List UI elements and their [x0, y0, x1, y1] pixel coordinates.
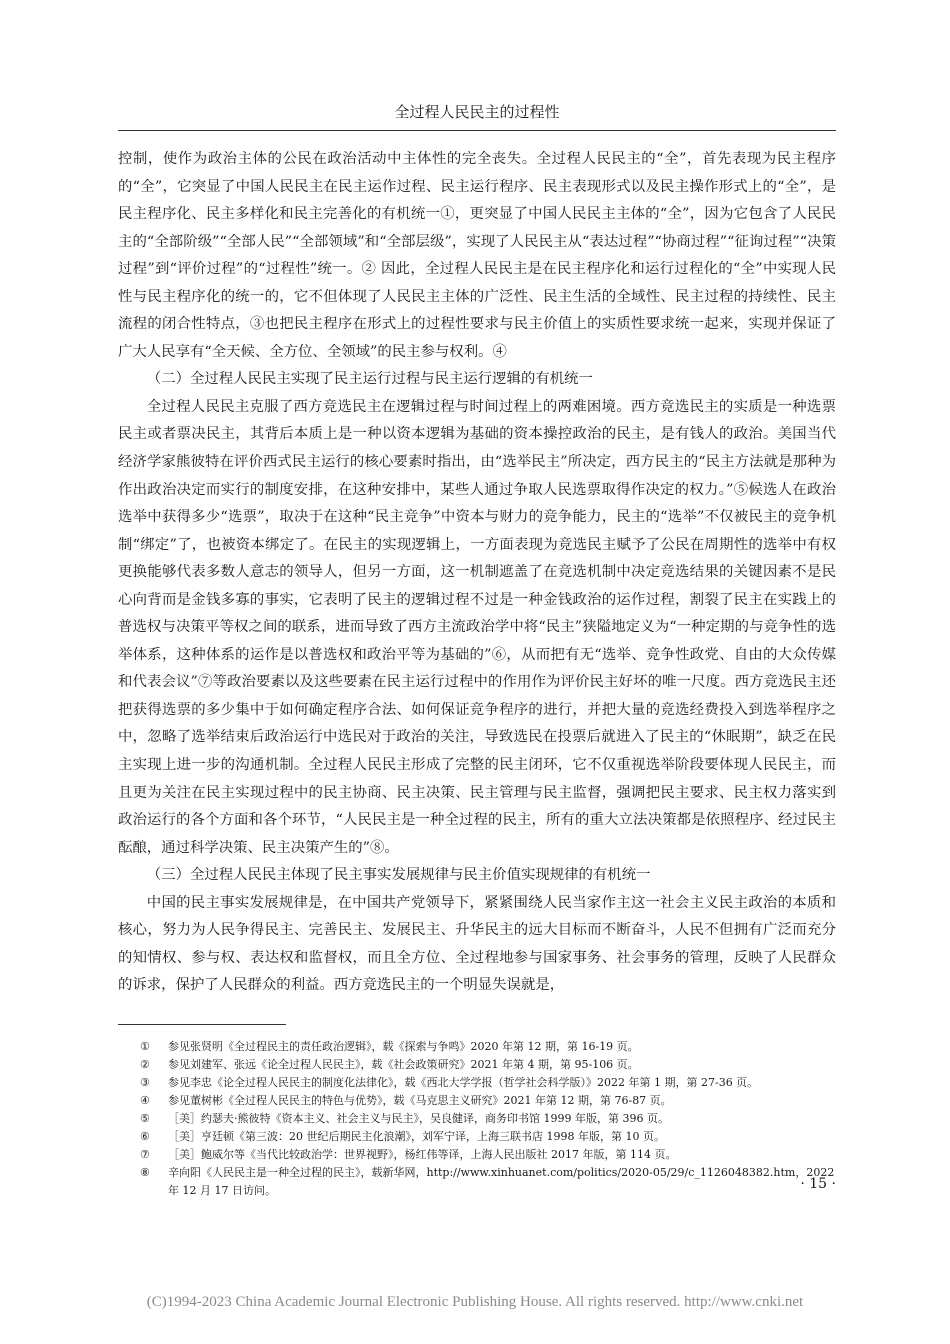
footnote-text: 参见张贤明《全过程民主的责任政治逻辑》，载《探索与争鸣》2020 年第 12 期，第 16-19 页。 [168, 1040, 639, 1053]
section-heading-3: （三）全过程人民民主体现了民主事实发展规律与民主价值实现规律的有机统一 [146, 867, 651, 884]
footnote-text: 参见李忠《论全过程人民民主的制度化法律化》，载《西北大学学报（哲学社会科学版）》2022 年第 1 期，第 27-36 页。 [168, 1076, 759, 1089]
footnote-6 [140, 1128, 840, 1146]
footnote-number: ③ [140, 1076, 150, 1089]
footnote-number: ④ [140, 1094, 150, 1107]
footnote-text: ［美］鲍威尔等《当代比较政治学：世界视野》，杨红伟等译，上海人民出版社 2017 年版，第 114 页。 [168, 1148, 677, 1161]
footnote-8 [140, 1164, 840, 1200]
footnote-number: ⑤ [140, 1112, 150, 1125]
footnote-text: ［美］约瑟夫·熊彼特《资本主义、社会主义与民主》，吴良健译，商务印书馆 1999 年版，第 396 页。 [168, 1112, 669, 1125]
footnote-rule [118, 1024, 286, 1025]
paragraph-3: 中国的民主事实发展规律是，在中国共产党领导下，紧紧围绕人民当家作主这一社会主义民主政治的本质和核心，努力为人民争得民主、完善民主、发展民主、升华民主的远大目标而不断奋斗，人民不但拥有广泛而充分的知情权、参与权、表达权和监督权，而且全方位、全过程地参与国家事务、社会事务的管理，反映了人民群众的诉求，保护了人民群众的利益。西方竞选民主的一个明显失误就是， [118, 894, 836, 994]
footnote-number: ⑥ [140, 1130, 150, 1143]
copyright-notice: (C)1994-2023 China Academic Journal Electronic Publishing House. All rights reserved. http://www.cnki.net [146, 1294, 804, 1310]
running-header: 全过程人民民主的过程性 [394, 103, 560, 121]
paragraph-1: 控制，使作为政治主体的公民在政治活动中主体性的完全丧失。全过程人民民主的“全”，首先表现为民主程序的“全”，它突显了中国人民民主在民主运作过程、民主运行程序、民主表现形式以及民主操作形式上的“全”，是民主程序化、民主多样化和民主完善化的有机统一①，更突显了中国人民民主主体的“全”，因为它包含了人民民主的“全部阶级”“全部人民”“全部领域”和“全部层级”，实现了人民民主从“表达过程”“协商过程”“征询过程”“决策过程”到“评价过程”的“过程性”统一。② 因此，全过程人民民主是在民主程序化和运行过程化的“全”中实现人民性与民主程序化的统一的，它不但体现了人民民主主体的广泛性、民主生活的全域性、民主过程的持续性、民主流程的闭合性特点，③也把民主程序在形式上的过程性要求与民主价值上的实质性要求统一起来，实现并保证了广大人民享有“全天候、全方位、全领域”的民主参与权利。④ [118, 151, 836, 360]
footnote-1 [140, 1038, 840, 1056]
footnote-4 [140, 1092, 840, 1110]
article-body [118, 146, 836, 1000]
footnote-2 [140, 1056, 840, 1074]
header-rule [118, 130, 836, 131]
page-number: · 15 · [800, 1176, 836, 1192]
footnote-number: ① [140, 1040, 150, 1053]
footnote-text: ［美］亨廷顿《第三波：20 世纪后期民主化浪潮》，刘军宁译，上海三联书店 1998 年版，第 10 页。 [168, 1130, 665, 1143]
footnote-3 [140, 1074, 840, 1092]
footnote-number: ⑦ [140, 1148, 150, 1161]
paragraph-2: 全过程人民民主克服了西方竞选民主在逻辑过程与时间过程上的两难困境。西方竞选民主的实质是一种选票民主或者票决民主，其背后本质上是一种以资本逻辑为基础的资本操控政治的民主，是有钱人的政治。美国当代经济学家熊彼特在评价西式民主运行的核心要素时指出，由“选举民主”所决定，西方民主的“民主方法就是那种为作出政治决定而实行的制度安排，在这种安排中，某些人通过争取人民选票取得作决定的权力。”⑤候选人在政治选举中获得多少“选票”，取决于在这种“民主竞争”中资本与财力的竞争能力，民主的“选举”不仅被民主的竞争机制“绑定”了，也被资本绑定了。在民主的实现逻辑上，一方面表现为竞选民主赋予了公民在周期性的选举中有权更换能够代表多数人意志的领导人，但另一方面，这一机制遮盖了在竞选机制中决定竞选结果的关键因素不是民心向背而是金钱多寡的事实，它表明了民主的逻辑过程不过是一种金钱政治的运作过程，割裂了民主在实践上的普选权与决策平等权之间的联系，进而导致了西方主流政治学中将“民主”狭隘地定义为“一种定期的与竞争性的选举体系，这种体系的运作是以普选权和政治平等为基础的”⑥，从而把有无“选举、竞争性政党、自由的大众传媒和代表会议”⑦等政治要素以及这些要素在民主运行过程中的作用作为评价民主好坏的唯一尺度。西方竞选民主还把获得选票的多少集中于如何确定程序合法、如何保证竞争程序的进行，并把大量的竞选经费投入到选举程序之中，忽略了选举结束后政治运行中选民对于政治的关注，导致选民在投票后就进入了民主的“休眠期”，缺乏在民主实现上进一步的沟通机制。全过程人民民主形成了完整的民主闭环，它不仅重视选举阶段要体现人民民主，而且更为关注在民主实现过程中的民主协商、民主决策、民主管理与民主监督，强调把民主要求、民主权力落实到政治运行的各个方面和各个环节，“人民民主是一种全过程的民主，所有的重大立法决策都是依照程序、经过民主酝酿，通过科学决策、民主决策产生的”⑧。 [118, 398, 836, 856]
footnote-text: 辛向阳《人民民主是一种全过程的民主》，载新华网，http://www.xinhuanet.com/politics/2020-05/29/c_1126048382.htm，2022 年 12 月 17 日访问。 [168, 1166, 835, 1197]
footnote-number: ② [140, 1058, 150, 1071]
footnote-5 [140, 1110, 840, 1128]
section-heading-2: （二）全过程人民民主实现了民主运行过程与民主运行逻辑的有机统一 [146, 371, 593, 388]
footnotes [140, 1038, 840, 1200]
footnote-text: 参见刘建军、张远《论全过程人民民主》，载《社会政策研究》2021 年第 4 期，第 95-106 页。 [168, 1058, 639, 1071]
footnote-text: 参见董树彬《全过程人民民主的特色与优势》，载《马克思主义研究》2021 年第 12 期，第 76-87 页。 [168, 1094, 672, 1107]
footnote-number: ⑧ [140, 1166, 150, 1179]
footnote-7 [140, 1146, 840, 1164]
